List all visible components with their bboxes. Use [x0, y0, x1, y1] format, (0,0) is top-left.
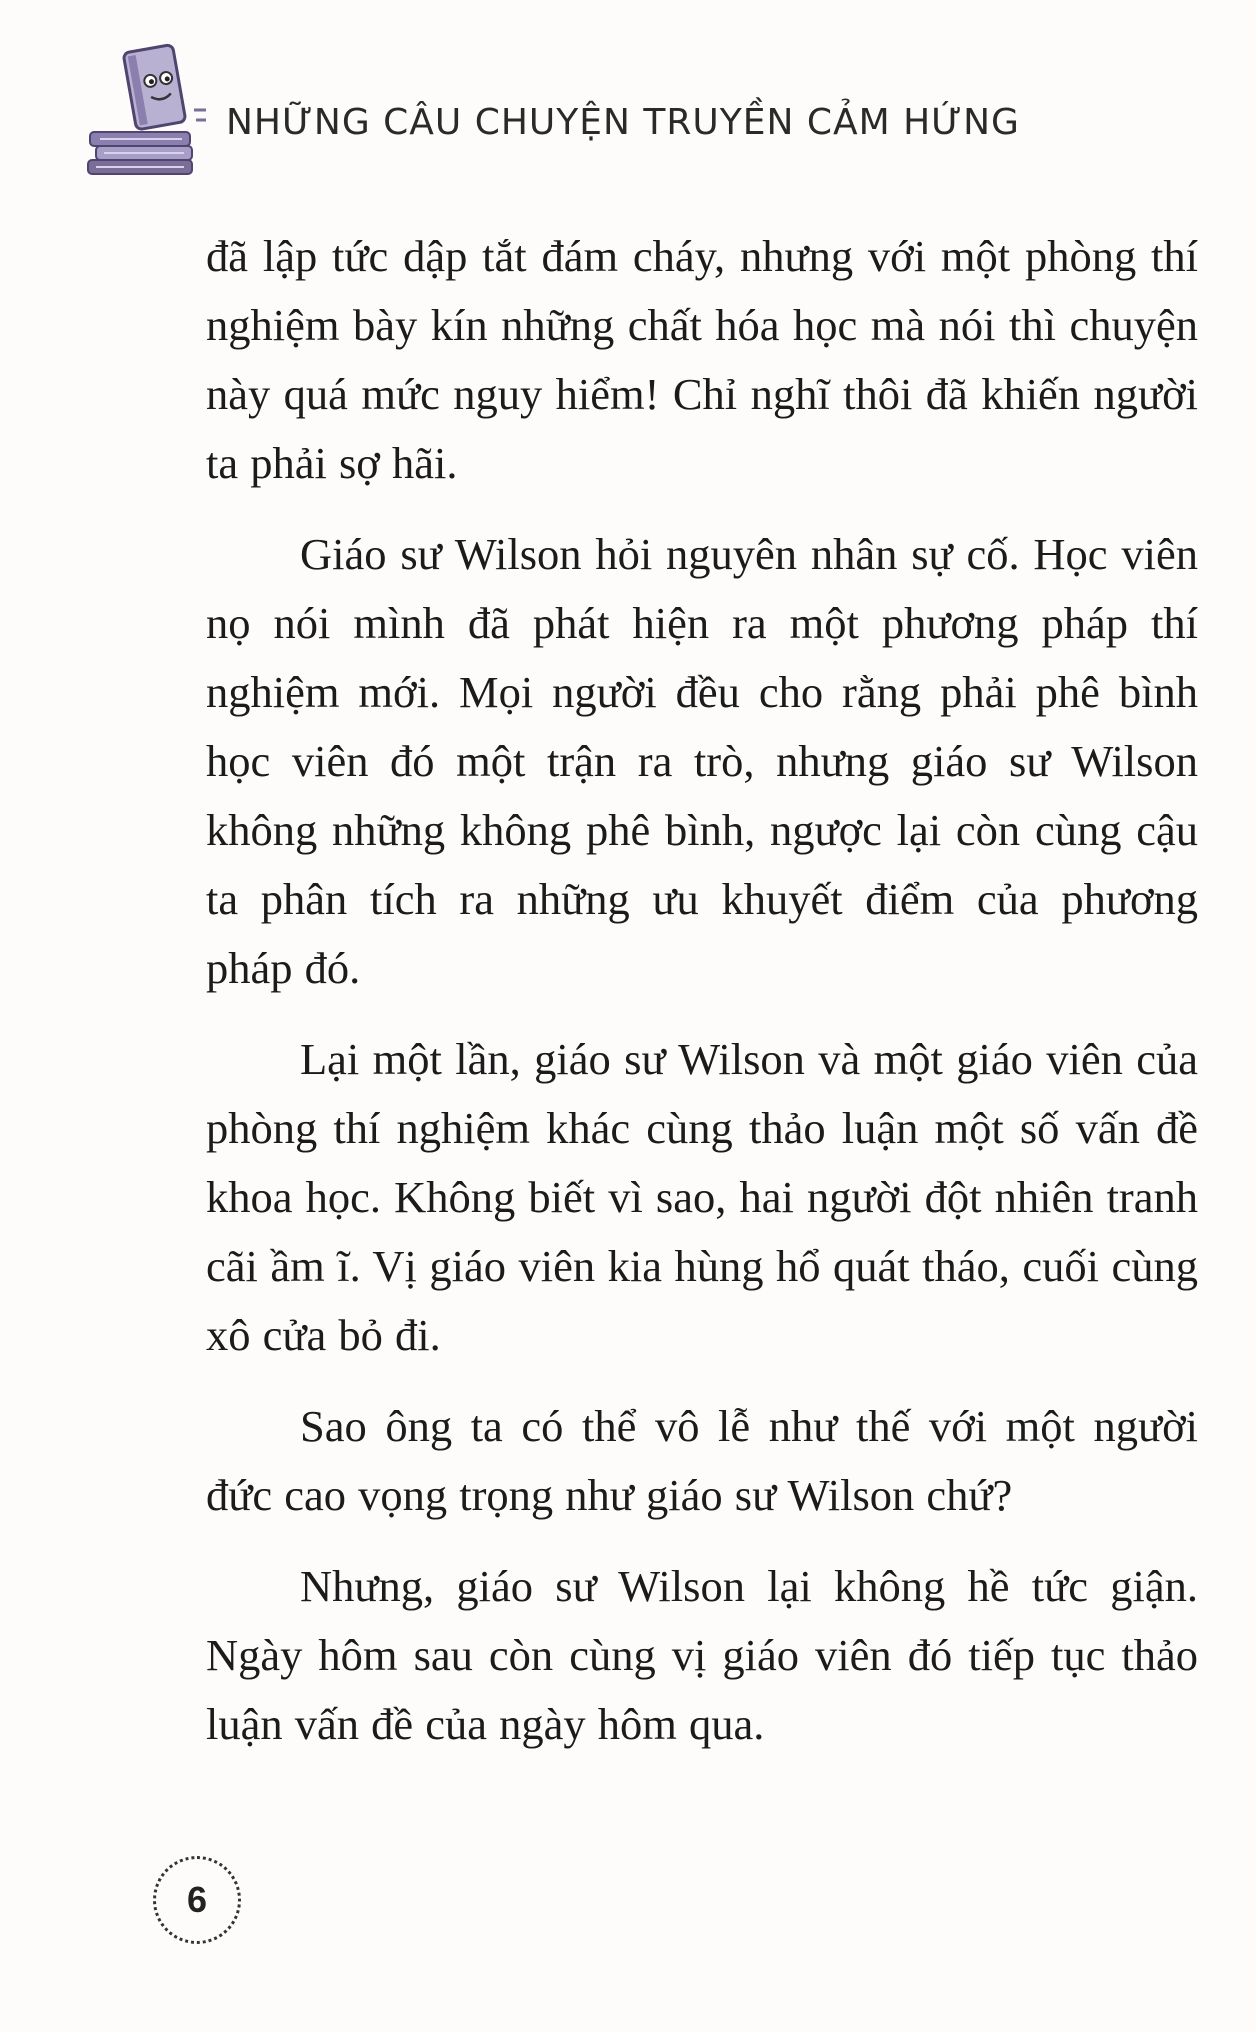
page-header [86, 40, 1186, 190]
paragraph: Sao ông ta có thể vô lễ như thế với một người đức cao vọng trọng như giáo sư Wilson chứ? [206, 1401, 1198, 1520]
book-stack-mascot-icon [86, 40, 206, 180]
running-header-title: NHỮNG CÂU CHUYỆN TRUYỀN CẢM HỨNG [226, 102, 1020, 143]
body-text [206, 222, 1198, 1759]
page-number: 6 [153, 1856, 241, 1944]
paragraph: Giáo sư Wilson hỏi nguyên nhân sự cố. Học viên nọ nói mình đã phát hiện ra một phương pháp thí nghiệm mới. Mọi người đều cho rằng phải phê bình học viên đó một trận ra trò, nhưng giáo sư Wilson không những không phê bình, ngược lại còn cùng cậu ta phân tích ra những ưu khuyết điểm của phương pháp đó. [206, 529, 1198, 993]
paragraph: Lại một lần, giáo sư Wilson và một giáo viên của phòng thí nghiệm khác cùng thảo luận một số vấn đề khoa học. Không biết vì sao, hai người đột nhiên tranh cãi ầm ĩ. Vị giáo viên kia hùng hổ quát tháo, cuối cùng xô cửa bỏ đi. [206, 1034, 1198, 1360]
paragraph: Nhưng, giáo sư Wilson lại không hề tức giận. Ngày hôm sau còn cùng vị giáo viên đó tiếp tục thảo luận vấn đề của ngày hôm qua. [206, 1561, 1198, 1749]
paragraph: đã lập tức dập tắt đám cháy, nhưng với một phòng thí nghiệm bày kín những chất hóa học mà nói thì chuyện này quá mức nguy hiểm! Chỉ nghĩ thôi đã khiến người ta phải sợ hãi. [206, 231, 1198, 488]
